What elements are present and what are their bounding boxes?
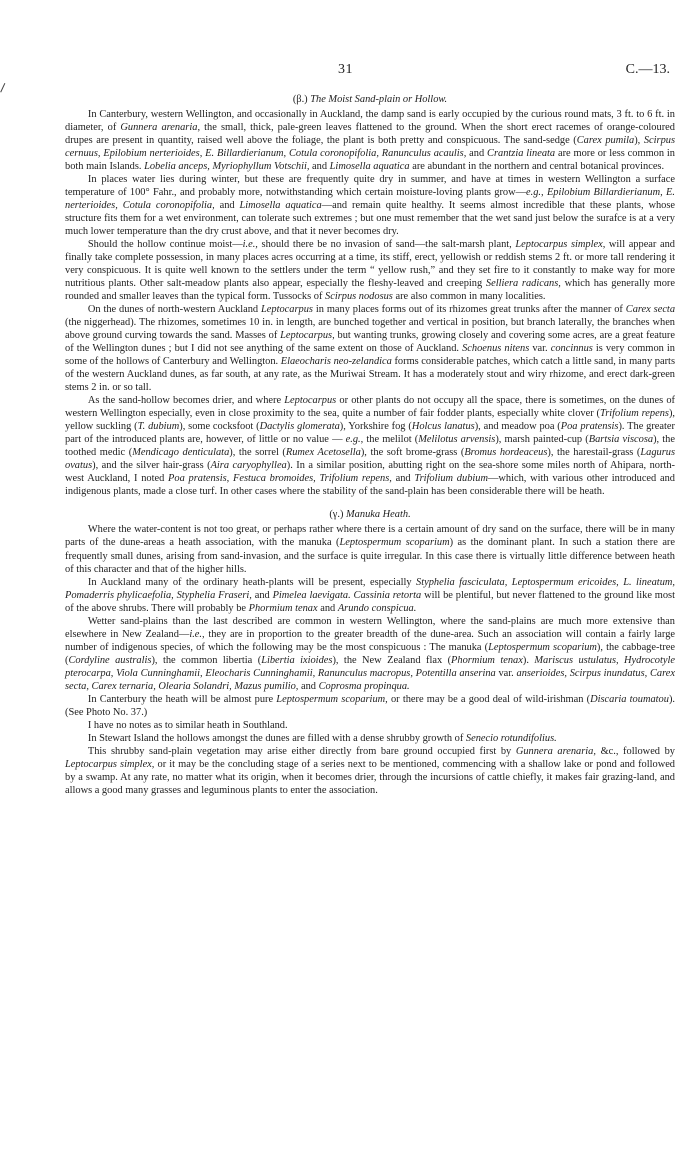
text-run: and [214,200,240,212]
italic-text-run: Bromus hordeaceus [464,447,548,459]
body-text [65,93,675,797]
text-run: , the small, thick, pale-green leaves flattened to the ground. When the short erect racemes of orange-coloured drupes are present in quantity, raised well above the foliage, the plant is both pretty and conspicuous. The sand-sedge ( [65,122,675,147]
document-reference: C.—13. [625,62,670,77]
italic-text-run: e.g., [345,434,364,446]
paragraph [65,173,675,238]
italic-text-run: T. dubium [137,421,180,433]
italic-text-run: Carex pumila [576,135,635,147]
text-run: In Auckland many of the ordinary heath-plants will be present, especially [87,576,417,588]
paragraph [65,523,675,575]
italic-text-run: Gunnera arenaria, [515,745,596,757]
text-run: ), [634,135,644,147]
section-heading [65,508,675,521]
text-run: I have no notes as to similar heath in Southland. [87,719,288,731]
italic-text-run: Poa pratensis, Festuca bromoides, Trifolium repens, [168,473,392,485]
italic-text-run: i.e., [189,628,205,640]
paragraph [65,394,675,498]
text-run: ), the New Zealand flax ( [332,654,452,666]
italic-text-run: Holcus lanatus [411,421,475,433]
text-run: &c., followed by [595,745,675,757]
italic-text-run: Leptocarpus simplex, [515,239,606,251]
text-run: ), the soft brome-grass ( [360,447,465,459]
text-run: and [298,680,319,692]
italic-text-run: Scirpus cernuus, Epilobium nerterioides, E. Billardierianum, Cotula coronopifolia, Ranunculus acaulis, [65,135,676,160]
section-number: (γ.) [329,509,347,521]
text-run: In Canterbury the heath will be almost pure [87,693,277,705]
text-run: are more or less common in both main Islands. [65,148,675,173]
paragraph [65,108,675,173]
paragraph [65,732,675,745]
text-run: Where the water-content is not too great, or perhaps rather where there is a certain amount of dry sand on the surface, there will be in many parts of the dune-areas a heath association, with the manuka ( [65,524,675,549]
italic-text-run: Crantzia lineata [487,148,556,160]
paragraph [65,693,675,719]
italic-text-run: Mariscus ustulatus, Hydrocotyle pterocarpa, Viola Cunninghamii, Eleocharis Cunninghamii, Ranunculus macropus, Potentilla anserina [65,654,675,679]
text-run: ) as the dominant plant. In such a station there are frequently small dunes, arising from sand-invasion, and the surface is quite irregular. In this case there is virtually little difference between heath of this character and that of the higher hills. [65,537,676,575]
italic-text-run: Leptospermum scoparium [339,537,450,549]
italic-text-run: Selliera radicans, [485,278,561,290]
page-number: 31 [338,62,353,77]
italic-text-run: Trifolium repens [600,408,669,420]
text-run: ), and meadow poa ( [474,421,561,433]
text-run: (the niggerhead). The rhizomes, sometimes 10 in. in length, are bunched together and vertical in position, but branch laterally, the branches when above ground curving towards the sand. Masses of [65,317,675,342]
italic-text-run: Libertia ixioides [261,654,333,666]
italic-text-run: Leptocarpus, [280,330,335,342]
paragraph [65,719,675,732]
text-run: In Canterbury, western Wellington, and occasionally in Auckland, the damp sand is early occupied by the curious round mats, 3 ft. to 6 ft. in diameter, of [65,109,675,134]
section-heading [65,93,675,106]
section-gap [65,498,675,508]
italic-text-run: Aira caryophyllea [210,460,287,472]
text-run: forms considerable patches, which catch a little sand, in many parts of the western Auckland dunes, as far south, at any rate, as the Muriwai Stream. It has a moderately stout and wiry rhizome, and erect dark-green stems 2 in. or so tall. [65,356,675,394]
paragraph [65,303,675,394]
italic-text-run: Leptospermum scoparium [488,641,597,653]
text-run: Should the hollow continue moist— [87,239,243,251]
section-title: Manuka Heath. [346,509,411,521]
text-run: the melilot ( [363,434,419,446]
text-run: or it may be the concluding stage of a series next to be mentioned, commencing with a shallow lake or pond and followed by a swamp. At any rate, no matter what its origin, when it becomes drier, through the incursions of cattle chiefly, it makes fair grazing-land, and allows a good many grasses and leguminous plants to enter the association. [65,758,676,796]
italic-text-run: Lobelia anceps, Myriophyllum Votschii, [144,161,310,173]
text-run: in many places forms out of its rhizomes great trunks after the manner of [312,304,626,316]
text-run: This shrubby sand-plain vegetation may arise either directly from bare ground occupied first by [87,745,516,757]
text-run: ), Yorkshire fog ( [339,421,412,433]
text-run: and [466,148,488,160]
italic-text-run: Coprosma propinqua. [318,680,410,692]
italic-text-run: Trifolium dubium [414,473,488,485]
text-run: and [391,473,415,485]
italic-text-run: Pimelea laevigata. Cassinia retorta [272,589,422,601]
text-run: are abundant in the northern and central botanical provinces. [409,161,665,173]
italic-text-run: Dactylis glomerata [259,421,340,433]
italic-text-run: Gunnera arenaria [120,122,198,134]
text-run: they are in proportion to the greater breadth of the dune-area. Such an association will contain a fairly large number of indigenous species, of which the following may be the most conspicuous : The manuka ( [65,628,675,653]
text-run: Wetter sand-plains than the last described are common in western Wellington, where the sand-plains are much more extensive than elsewhere in New Zealand— [65,615,675,640]
text-run: ), yellow suckling ( [65,408,676,433]
section-title: The Moist Sand-plain or Hollow. [310,94,448,105]
italic-text-run: Carex secta [625,304,676,316]
text-run: but wanting trunks, growing closely and covering some acres, are a great feature of the Wellington dunes ; but I did not see anything of the same extent on those of Auckland. [65,330,675,355]
text-run: will appear and finally take complete possession, in many places acres occurring at a time, its stiff, erect, yellowish or reddish stems 2 ft. or more tall rendering it very conspicuous. It is quite well known to the settlers under the term “ yellow rush,” and they set fire to it constantly to make way for more nutritious plants. Other salt-meadow plants also appear, especially the fleshy-leaved and creeping [65,239,675,290]
text-run: var. [529,343,551,355]
italic-text-run: Leptocarpus [284,395,337,407]
italic-text-run: Leptocarpus simplex, [65,758,155,770]
paragraph [65,576,675,615]
text-run: As the sand-hollow becomes drier, and where [87,395,285,407]
italic-text-run: Cordyline australis [68,654,152,666]
italic-text-run: Phormium tenax [248,602,318,614]
italic-text-run: Poa pratensis [560,421,619,433]
text-run: ), the common libertia ( [151,654,262,666]
text-run: are also common in many localities. [392,291,546,303]
text-run: ), the toothed medic ( [65,434,675,459]
margin-mark [0,83,11,95]
text-run: ), marsh painted-cup ( [495,434,589,446]
italic-text-run: e.g., Epilobium Billardierianum, E. nerterioides, Cotula coronopifolia, [65,187,675,212]
text-run: and [317,602,338,614]
text-run: ). In a similar position, abutting right on the sea-shore some miles north of Ahipara, north-west Auckland, I noted [65,460,675,485]
paragraph [65,238,675,303]
text-run: ), and the silver hair-grass ( [92,460,211,472]
text-run: var. [495,667,517,679]
text-run: On the dunes of north-western Auckland [87,304,262,316]
italic-text-run: Leptospermum scoparium, [276,693,388,705]
italic-text-run: concinnus [550,343,593,355]
section-number: (β.) [292,94,311,105]
text-run: ). (See Photo No. 37.) [65,693,675,718]
text-run: —which, with various other introduced and indigenous plants, made a close turf. In other cases where the stability of the sand-plain has been considerable there will be heath. [65,473,675,498]
paragraph [65,745,675,797]
text-run: In Stewart Island the hollows amongst the dunes are filled with a dense shrubby growth of [87,732,466,744]
italic-text-run: i.e., [242,239,258,251]
text-run: and [251,589,273,601]
italic-text-run: Styphelia fasciculata, Leptospermum ericoides, L. lineatum, Pomaderris phylicaefolia, Styphelia Fraseri, [65,576,675,601]
text-run: ), the sorrel ( [229,447,286,459]
text-run: ). The greater part of the introduced plants are, however, of little or no value — [65,421,675,446]
italic-text-run: Arundo conspicua. [337,602,417,614]
text-run: —and remain quite healthy. It seems almost incredible that these plants, whose structure fits them for a wet environment, can tolerate such extremes ; but one must remember that the wet sand just below the surafce is at a very much lower temperature than the dry crust above, and that it never becomes dry. [65,200,676,238]
italic-text-run: Leptocarpus [261,304,313,316]
text-run: ), some cocksfoot ( [179,421,260,433]
text-run: or there may be a good deal of wild-irishman ( [387,693,591,705]
paragraph [65,615,675,693]
italic-text-run: Bartsia viscosa [588,434,654,446]
text-run: ), the cabbage-tree ( [65,641,676,666]
italic-text-run: Scirpus nodosus [325,291,393,303]
text-run: or other plants do not occupy all the space, there is sometimes, on the dunes of western Wellington especially, even in close proximity to the sea, quite a number of fair fodder plants, especially white clover ( [65,395,675,420]
text-run: is very common in some of the hollows of Canterbury and Wellington. [65,343,675,368]
text-run: which has generally more rounded and smaller leaves than the typical form. Tussocks of [65,278,675,303]
text-run: should there be no invasion of sand—the salt-marsh plant, [257,239,516,251]
italic-text-run: Elaeocharis neo-zelandica [280,356,392,368]
italic-text-run: anserioides, Scirpus inundatus, Carex secta, Carex ternaria, Olearia Solandri, Mazus pumilio, [65,667,675,692]
italic-text-run: Rumex Acetosella [285,447,361,459]
italic-text-run: Mendicago denticulata [132,447,230,459]
italic-text-run: Melilotus arvensis [418,434,496,446]
text-run: and [309,161,330,173]
text-run: will be plentiful, but never flattened to the ground like most of the above shrubs. There will probably be [65,589,675,614]
italic-text-run: Senecio rotundifolius. [465,732,557,744]
italic-text-run: Limosella aquatica [329,161,410,173]
text-run: ), the harestail-grass ( [547,447,641,459]
italic-text-run: Limosella aquatica [239,200,322,212]
italic-text-run: Discaria toumatou [590,693,669,705]
italic-text-run: Lagurus ovatus [65,447,675,472]
italic-text-run: Schoenus nitens [462,343,530,355]
italic-text-run: Phormium tenax [451,654,523,666]
text-run: In places water lies during winter, but these are frequently quite dry in summer, and have at times in western Wellington a surface temperature of 100° Fahr., and probably more, notwithstanding which certain moisture-loving plants grow— [65,174,675,199]
text-run: ). [522,654,535,666]
